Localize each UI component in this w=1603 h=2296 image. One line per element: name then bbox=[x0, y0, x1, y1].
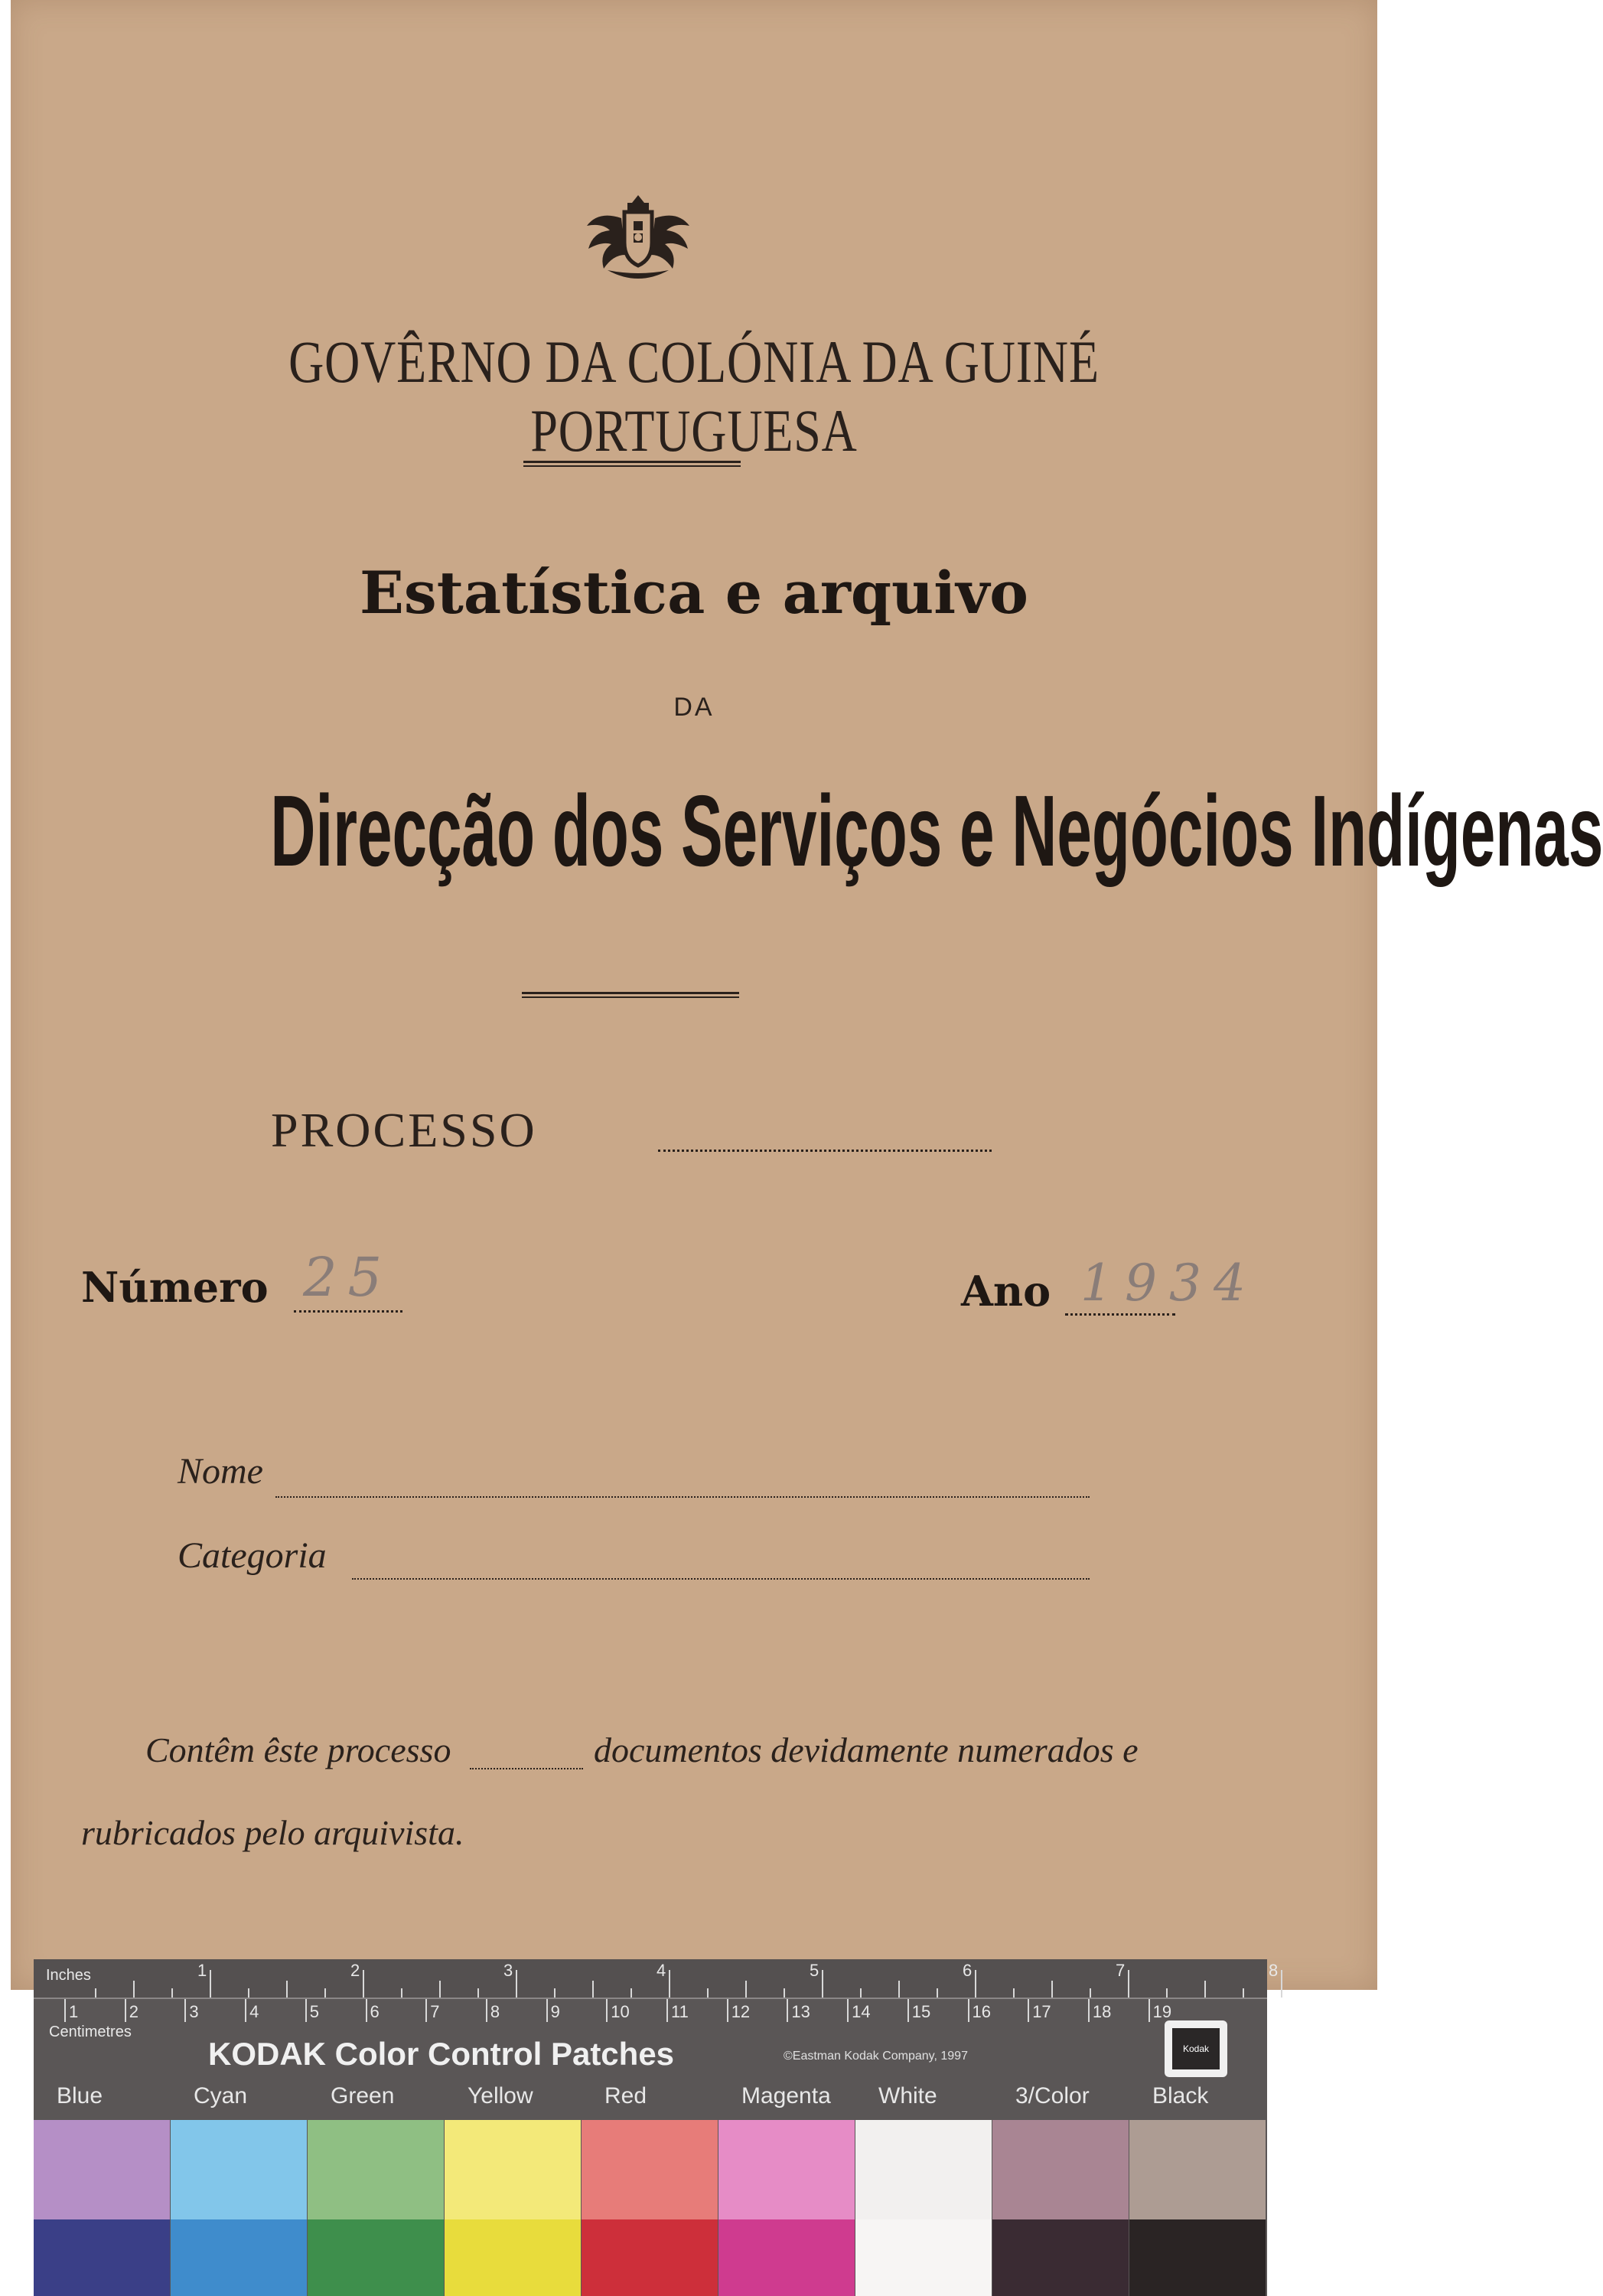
cm-number: 17 bbox=[1032, 2002, 1051, 2021]
cm-tick bbox=[727, 1999, 728, 2022]
cm-number: 8 bbox=[490, 2002, 500, 2021]
processo-field-line bbox=[658, 1150, 992, 1152]
cm-tick bbox=[1148, 1999, 1150, 2022]
cm-number: 1 bbox=[69, 2002, 79, 2021]
inch-subtick bbox=[324, 1988, 326, 1998]
inch-subtick bbox=[1243, 1988, 1244, 1998]
numero-field-line bbox=[294, 1310, 402, 1313]
cm-tick bbox=[64, 1999, 66, 2022]
cm-tick bbox=[666, 1999, 668, 2022]
color-patch-dark bbox=[855, 2219, 992, 2296]
inch-tick bbox=[822, 1970, 823, 1998]
inch-subtick bbox=[937, 1988, 938, 1998]
cm-number: 10 bbox=[611, 2002, 630, 2021]
cm-number: 7 bbox=[430, 2002, 440, 2021]
color-patch-light bbox=[1129, 2120, 1266, 2219]
cm-number: 16 bbox=[972, 2002, 991, 2021]
nome-field-line bbox=[275, 1496, 1090, 1498]
inch-subtick bbox=[860, 1988, 862, 1998]
inch-subtick bbox=[401, 1988, 402, 1998]
inch-subtick bbox=[248, 1988, 249, 1998]
cm-tick bbox=[546, 1999, 548, 2022]
color-patch-dark bbox=[34, 2219, 170, 2296]
kodak-color-control-target bbox=[34, 1959, 1279, 2296]
cm-number: 6 bbox=[370, 2002, 380, 2021]
inch-subtick bbox=[898, 1981, 900, 1998]
color-patch-dark bbox=[308, 2219, 444, 2296]
color-patch-dark bbox=[445, 2219, 581, 2296]
inch-subtick bbox=[745, 1981, 747, 1998]
document-page bbox=[11, 0, 1603, 1990]
nome-label: Nome bbox=[178, 1451, 263, 1492]
color-patch-light bbox=[992, 2120, 1129, 2219]
inch-number: 1 bbox=[197, 1961, 207, 1980]
inch-subtick bbox=[784, 1988, 785, 1998]
inch-tick bbox=[975, 1970, 976, 1998]
patch-label: 3/Color bbox=[1015, 2083, 1090, 2108]
color-patch-light bbox=[582, 2120, 718, 2219]
cm-tick bbox=[245, 1999, 246, 2022]
color-patch-dark bbox=[171, 2219, 307, 2296]
divider-rule bbox=[522, 992, 739, 998]
cm-tick bbox=[907, 1999, 909, 2022]
subtitle-da: DA bbox=[673, 693, 715, 722]
inch-subtick bbox=[1204, 1981, 1206, 1998]
department-heading: Direcção dos Serviços e Negócios Indígenas bbox=[270, 775, 1603, 887]
color-patch-light bbox=[718, 2120, 855, 2219]
cm-number: 3 bbox=[189, 2002, 199, 2021]
color-patch-dark bbox=[992, 2219, 1129, 2296]
kodak-logo-icon bbox=[1165, 2020, 1227, 2077]
cm-tick bbox=[968, 1999, 969, 2022]
contem-text-middle: documentos devidamente numerados e bbox=[594, 1730, 1139, 1769]
inch-subtick bbox=[1051, 1981, 1053, 1998]
patch-label: Cyan bbox=[194, 2083, 248, 2108]
cm-tick bbox=[366, 1999, 367, 2022]
patch-label: White bbox=[878, 2083, 937, 2108]
numero-handwritten-value: 25 bbox=[303, 1246, 393, 1309]
inch-subtick bbox=[477, 1988, 479, 1998]
patch-label: Yellow bbox=[468, 2083, 533, 2108]
patch-label: Blue bbox=[57, 2083, 103, 2108]
inch-tick bbox=[669, 1970, 670, 1998]
color-patch-dark bbox=[718, 2219, 855, 2296]
inch-number: 5 bbox=[810, 1961, 819, 1980]
inch-number: 6 bbox=[963, 1961, 973, 1980]
inch-subtick bbox=[1166, 1988, 1168, 1998]
color-patch-light bbox=[855, 2120, 992, 2219]
coat-of-arms-icon bbox=[577, 188, 699, 283]
inch-subtick bbox=[171, 1988, 173, 1998]
cm-number: 5 bbox=[309, 2002, 320, 2021]
inch-subtick bbox=[1013, 1988, 1015, 1998]
cm-number: 12 bbox=[731, 2002, 751, 2021]
cm-tick bbox=[606, 1999, 608, 2022]
inch-tick bbox=[1128, 1970, 1129, 1998]
inch-subtick bbox=[1090, 1988, 1091, 1998]
cm-number: 18 bbox=[1092, 2002, 1112, 2021]
inch-subtick bbox=[133, 1981, 135, 1998]
inch-subtick bbox=[95, 1988, 96, 1998]
contem-text-start: Contêm êste processo bbox=[145, 1730, 451, 1769]
cm-number: 2 bbox=[129, 2002, 138, 2021]
inch-subtick bbox=[707, 1988, 709, 1998]
cm-tick bbox=[184, 1999, 186, 2022]
inch-tick bbox=[210, 1970, 211, 1998]
color-patch-dark bbox=[582, 2219, 718, 2296]
processo-label: PROCESSO bbox=[271, 1103, 537, 1157]
cm-number: 11 bbox=[671, 2002, 689, 2021]
cm-tick bbox=[847, 1999, 849, 2022]
cm-number: 15 bbox=[911, 2002, 931, 2021]
numero-label: Número bbox=[81, 1263, 269, 1312]
cm-tick bbox=[1028, 1999, 1029, 2022]
cm-tick bbox=[425, 1999, 427, 2022]
cm-number: 13 bbox=[791, 2002, 810, 2021]
ano-handwritten-value: 1934 bbox=[1080, 1254, 1258, 1313]
inch-subtick bbox=[439, 1981, 441, 1998]
cm-tick bbox=[486, 1999, 487, 2022]
kodak-target-title: KODAK Color Control Patches bbox=[208, 2036, 675, 2072]
color-patch-light bbox=[171, 2120, 307, 2219]
inch-tick bbox=[516, 1970, 517, 1998]
cm-number: 9 bbox=[550, 2002, 560, 2021]
cm-tick bbox=[305, 1999, 307, 2022]
ano-field-line bbox=[1065, 1313, 1175, 1316]
government-heading: GOVÊRNO DA COLÓNIA DA GUINÉ PORTUGUESA bbox=[288, 328, 1100, 464]
contem-text-end: rubricados pelo arquivista. bbox=[81, 1813, 464, 1852]
inch-tick bbox=[1281, 1970, 1282, 1998]
inch-number: 4 bbox=[657, 1961, 666, 1980]
color-patch-light bbox=[308, 2120, 444, 2219]
kodak-copyright: ©Eastman Kodak Company, 1997 bbox=[784, 2050, 968, 2063]
cm-tick bbox=[1088, 1999, 1090, 2022]
cm-number: 14 bbox=[852, 2002, 871, 2021]
patch-label: Red bbox=[604, 2083, 647, 2108]
inch-subtick bbox=[286, 1981, 288, 1998]
documents-count-line bbox=[470, 1768, 583, 1769]
kodak-logo-text: Kodak bbox=[1172, 2028, 1220, 2069]
inch-subtick bbox=[630, 1988, 632, 1998]
inch-subtick bbox=[592, 1981, 594, 1998]
inch-tick bbox=[363, 1970, 364, 1998]
cm-tick bbox=[125, 1999, 126, 2022]
inch-number: 2 bbox=[350, 1961, 360, 1980]
cm-number: 4 bbox=[249, 2002, 259, 2021]
inch-number: 8 bbox=[1269, 1961, 1279, 1980]
ano-label: Ano bbox=[961, 1267, 1051, 1316]
categoria-label: Categoria bbox=[178, 1535, 327, 1576]
patch-label: Green bbox=[331, 2083, 395, 2108]
document-title: Estatística e arquivo bbox=[360, 559, 1028, 627]
cm-number: 19 bbox=[1152, 2002, 1172, 2021]
color-patch-light bbox=[445, 2120, 581, 2219]
patch-label: Magenta bbox=[741, 2083, 831, 2108]
divider-rule bbox=[523, 461, 741, 467]
cm-tick bbox=[787, 1999, 788, 2022]
color-patch-dark bbox=[1129, 2219, 1266, 2296]
inch-number: 7 bbox=[1116, 1961, 1126, 1980]
inch-ruler bbox=[34, 1959, 1267, 1999]
inches-label: Inches bbox=[46, 1967, 91, 1984]
categoria-field-line bbox=[352, 1578, 1090, 1580]
inch-number: 3 bbox=[503, 1961, 513, 1980]
patch-label: Black bbox=[1152, 2083, 1209, 2108]
color-patch-light bbox=[34, 2120, 170, 2219]
centimetres-label: Centimetres bbox=[49, 2024, 132, 2040]
inch-subtick bbox=[554, 1988, 556, 1998]
